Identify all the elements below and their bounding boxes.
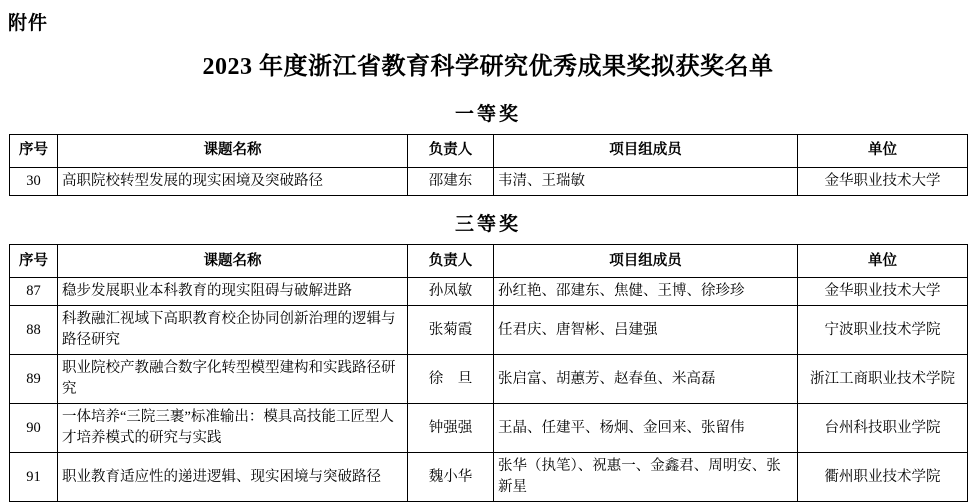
- column-header-name: 课题名称: [58, 245, 408, 278]
- table-header-row: [10, 135, 968, 168]
- cell-leader: 徐 旦: [408, 355, 494, 404]
- column-header-name: 课题名称: [58, 135, 408, 168]
- cell-unit: 金华职业技术大学: [798, 168, 968, 196]
- column-header-members: 项目组成员: [494, 245, 798, 278]
- section-title-first-prize: 一等奖: [454, 104, 521, 125]
- cell-name: 高职院校转型发展的现实困境及突破路径: [58, 168, 408, 196]
- cell-unit: 宁波职业技术学院: [798, 306, 968, 355]
- table-row: [10, 278, 968, 306]
- cell-name: 科教融汇视域下高职教育校企协同创新治理的逻辑与路径研究: [58, 306, 408, 355]
- column-header-unit: 单位: [798, 135, 968, 168]
- cell-members: 孙红艳、邵建东、焦健、王博、徐珍珍: [494, 278, 798, 306]
- cell-no: 89: [10, 355, 58, 404]
- cell-leader: 魏小华: [408, 453, 494, 502]
- cell-no: 91: [10, 453, 58, 502]
- cell-members: 韦清、王瑞敏: [494, 168, 798, 196]
- attachment-label: 附件: [8, 13, 49, 34]
- column-header-leader: 负责人: [408, 245, 494, 278]
- cell-name: 稳步发展职业本科教育的现实阻碍与破解进路: [58, 278, 408, 306]
- column-header-no: 序号: [10, 245, 58, 278]
- cell-unit: 金华职业技术大学: [798, 278, 968, 306]
- cell-no: 87: [10, 278, 58, 306]
- table-header-row: [10, 245, 968, 278]
- cell-leader: 孙凤敏: [408, 278, 494, 306]
- column-header-members: 项目组成员: [494, 135, 798, 168]
- cell-name: 职业院校产教融合数字化转型模型建构和实践路径研究: [58, 355, 408, 404]
- cell-members: 张华（执笔）、祝惠一、金鑫君、周明安、张新星: [494, 453, 798, 502]
- cell-unit: 浙江工商职业技术学院: [798, 355, 968, 404]
- table-row: [10, 168, 968, 196]
- cell-name: 职业教育适应性的递进逻辑、现实困境与突破路径: [58, 453, 408, 502]
- page-title: 2023 年度浙江省教育科学研究优秀成果奖拟获奖名单: [202, 54, 774, 80]
- cell-no: 88: [10, 306, 58, 355]
- cell-unit: 衢州职业技术学院: [798, 453, 968, 502]
- column-header-no: 序号: [10, 135, 58, 168]
- cell-leader: 钟强强: [408, 404, 494, 453]
- cell-name: 一体培养“三院三裹”标准输出：模具高技能工匠型人才培养模式的研究与实践: [58, 404, 408, 453]
- column-header-leader: 负责人: [408, 135, 494, 168]
- table-row: [10, 355, 968, 404]
- cell-leader: 张菊霞: [408, 306, 494, 355]
- table-row: [10, 453, 968, 502]
- award-table-first-prize: [9, 134, 968, 196]
- cell-no: 90: [10, 404, 58, 453]
- cell-members: 王晶、任建平、杨炯、金回来、张留伟: [494, 404, 798, 453]
- column-header-unit: 单位: [798, 245, 968, 278]
- table-row: [10, 306, 968, 355]
- cell-unit: 台州科技职业学院: [798, 404, 968, 453]
- cell-members: 任君庆、唐智彬、吕建强: [494, 306, 798, 355]
- cell-members: 张启富、胡蕙芳、赵春鱼、米高磊: [494, 355, 798, 404]
- award-table-third-prize: [9, 244, 968, 502]
- table-row: [10, 404, 968, 453]
- cell-leader: 邵建东: [408, 168, 494, 196]
- cell-no: 30: [10, 168, 58, 196]
- section-title-third-prize: 三等奖: [454, 214, 521, 236]
